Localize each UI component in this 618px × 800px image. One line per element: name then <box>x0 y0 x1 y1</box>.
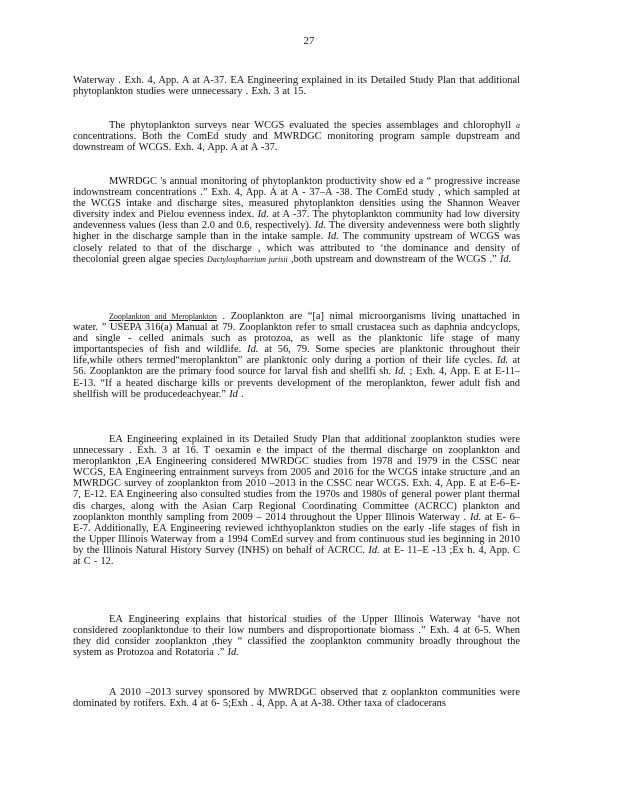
paragraph-mwrdgc-monitoring <box>73 176 520 265</box>
paragraph-waterway <box>73 75 520 97</box>
paragraph-text: Zooplankton and Meroplankton . Zooplankton are “[a] nimal microorganisms living unattached in water. ” USEPA 316(a) Manual at 79. Zooplankton refer to small crustacea such as daphnia andcyclops, and single - celled animals such as protozoa, as well as the planktonic life stage of many importantspecies of fish and wildlife. Id. at 56, 79. Some species are planktonic throughout their life,while others termed“meroplankton” are planktonic only during a portion of their life cycles. Id. at 56. Zooplankton are the primary food source for larval fish and shellfi sh. Id. ; Exh. 4, App. E at E-11–E-13. “If a heated discharge kills or prevents development of the meroplankton, fewer adult fish and shellfish will be producedeachyear.” Id . <box>73 311 521 400</box>
paragraph-text: A 2010 –2013 survey sponsored by MWRDGC observed that z ooplankton communities were dominated by rotifers. Exh. 4 at 6- 5;Exh . 4, App. A at A-38. Other taxa of cladocerans <box>73 687 520 710</box>
paragraph-zooplankton-meroplankton <box>73 311 520 400</box>
paragraph-text: EA Engineering explained in its Detailed Study Plan that additional zooplankton studies were unnecessary . Exh. 3 at 16. T oexamin e the impact of the thermal discharge on zooplankton and meroplankton ,EA Engineering considered MWRDGC studies from 1978 and 1979 in the CSSC near WCGS, EA Engineering entrainment surveys from 2005 and 2016 for the WCGS intake structure ,and an MWRDGC survey of zooplankton from 2010 –2013 in the CSSC near WCGS. Exh. 4, App. E at E-6–E-7, E-12. EA Engineering also consulted studies from the 1970s and 1980s of general power plant thermal dis charges, along with the Asian Carp Regional Coordinating Committee (ACRCC) plankton and zooplankton monthly sampling from 2009 – 2014 throughout the Upper Illinois Waterway . Id. at E- 6–E-7. Additionally, EA Engineering reviewed ichthyoplankton studies on the early -life stages of fish in the Upper Illinois Waterway from a 1994 ComEd survey and from continuous stud ies beginning in 2010 by the Illinois Natural History Survey (INHS) on behalf of ACRCC. Id. at E- 11–E -13 ;Ex h. 4, App. C at C - 12. <box>73 434 520 568</box>
page-number: 27 <box>303 35 315 47</box>
paragraph-ea-engineering-zooplankton <box>73 434 520 567</box>
paragraph-text: The phytoplankton surveys near WCGS evaluated the species assemblages and chlorophyll a concentrations. Both the ComEd study and MWRDGC monitoring program sample dupstream and downstream of WCGS. Exh. 4, App. A at A -37. <box>73 120 520 154</box>
paragraph-phytoplankton-surveys <box>73 120 520 153</box>
paragraph-text: EA Engineering explains that historical studies of the Upper Illinois Waterway ‘have not considered zooplanktondue to their low numbers and disproportionate biomass .” Exh. 4 at 6-5. When they did consider zooplankton ,they “ classified the zooplankton community broadly throughout the system as Protozoa and Rotatoria .” Id. <box>73 614 520 659</box>
section-heading: Zooplankton and Meroplankton <box>109 312 217 321</box>
paragraph-historical-studies <box>73 614 520 658</box>
paragraph-text: MWRDGC 's annual monitoring of phytoplankton productivity show ed a “ progressive increase indownstream concentrations .” Exh. 4, App. A at A - 37–A -38. The ComEd study , which sampled at the WCGS intake and discharge sites, measured phytoplankton densities using the Shannon Weaver diversity index and Pielou evenness index. Id. at A -37. The phytoplankton community had low diversity andevenness values (less than 2.0 and 0.6, respectively). Id. The diversity andevenness were both slightly higher in the discharge sample than in the intake sample. Id. The community upstream of WCGS was closely related to that of the discharge , which was attributed to ‘the dominance and density of thecolonial green algae species Dactylosphaerium jurisii ,both upstream and downstream of the WCGS .” Id. <box>73 176 521 265</box>
paragraph-text: Waterway . Exh. 4, App. A at A-37. EA Engineering explained in its Detailed Study Plan that additional phytoplankton studies were unnecessary . Exh. 3 at 15. <box>73 75 520 98</box>
paragraph-2010-survey <box>73 687 520 709</box>
